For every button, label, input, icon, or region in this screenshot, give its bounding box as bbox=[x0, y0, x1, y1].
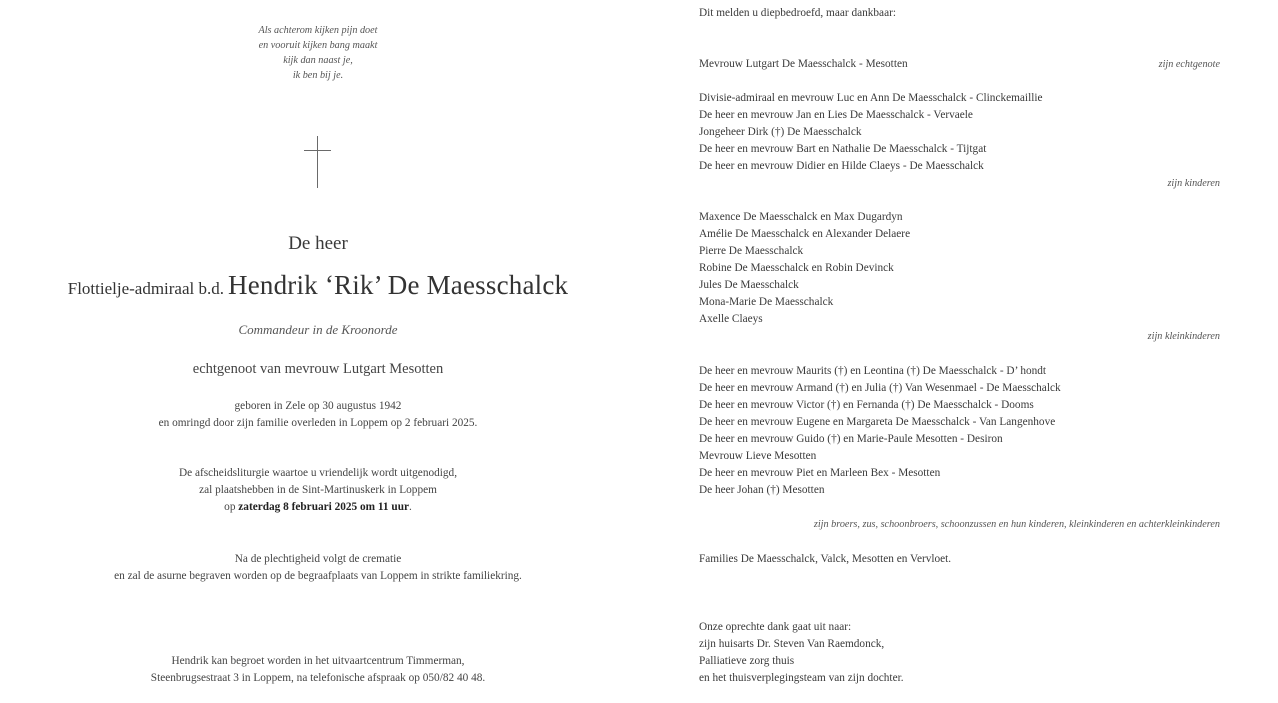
child-name: Divisie-admiraal en mevrouw Luc en Ann De Maesschalck - Clinckemaillie bbox=[699, 92, 1043, 104]
child-name: De heer en mevrouw Bart en Nathalie De Maesschalck - Tijtgat bbox=[699, 143, 987, 155]
families-line: Families De Maesschalck, Valck, Mesotten en Vervloet. bbox=[699, 553, 952, 565]
cremation-info bbox=[0, 551, 636, 585]
announcement-right bbox=[699, 0, 1220, 703]
intro-line: Dit melden u diepbedroefd, maar dankbaar: bbox=[699, 7, 896, 19]
decoration-title: Commandeur in de Kroonorde bbox=[238, 322, 398, 337]
visitation-line: Hendrik kan begroet worden in het uitvaartcentrum Timmerman, bbox=[171, 655, 465, 667]
poem bbox=[0, 23, 636, 83]
wife-name: Mevrouw Lutgart De Maesschalck - Mesotten bbox=[699, 58, 908, 70]
death-line: en omringd door zijn familie overleden in Loppem op 2 februari 2025. bbox=[158, 417, 478, 429]
grandchild-name: Maxence De Maesschalck en Max Dugardyn bbox=[699, 211, 903, 223]
sibling-name: De heer en mevrouw Guido (†) en Marie-Paule Mesotten - Desiron bbox=[699, 433, 1003, 445]
visitation-line: Steenbrugsestraat 3 in Loppem, na telefonische afspraak op 050/82 40 48. bbox=[150, 672, 486, 684]
sibling-name: De heer en mevrouw Eugene en Margareta De Maesschalck - Van Langenhove bbox=[699, 416, 1056, 428]
sibling-name: De heer Johan (†) Mesotten bbox=[699, 484, 825, 496]
poem-line: kijk dan naast je, bbox=[283, 55, 353, 66]
grandchild-name: Robine De Maesschalck en Robin Devinck bbox=[699, 262, 894, 274]
child-name: De heer en mevrouw Jan en Lies De Maesschalck - Vervaele bbox=[699, 109, 973, 121]
liturgy-line: De afscheidsliturgie waartoe u vriendelijk wordt uitgenodigd, bbox=[178, 467, 458, 479]
cremation-line: en zal de asurne begraven worden op de begraafplaats van Loppem in strikte familiekring. bbox=[114, 570, 522, 582]
sibling-name: De heer en mevrouw Piet en Marleen Bex - Mesotten bbox=[699, 467, 941, 479]
sibling-name: Mevrouw Lieve Mesotten bbox=[699, 450, 817, 462]
grandchildren-role: zijn kleinkinderen bbox=[1147, 331, 1220, 342]
poem-line: ik ben bij je. bbox=[292, 70, 344, 81]
grandchild-name: Mona-Marie De Maesschalck bbox=[699, 296, 834, 308]
cremation-line: Na de plechtigheid volgt de crematie bbox=[234, 553, 402, 565]
sibling-name: De heer en mevrouw Victor (†) en Fernanda (†) De Maesschalck - Dooms bbox=[699, 399, 1034, 411]
child-name: Jongeheer Dirk (†) De Maesschalck bbox=[699, 126, 862, 138]
deceased-rank: Flottielje-admiraal b.d. bbox=[67, 279, 224, 298]
spouse-line: echtgenoot van mevrouw Lutgart Mesotten bbox=[192, 361, 444, 377]
child-name: De heer en mevrouw Didier en Hilde Claeys - De Maesschalck bbox=[699, 160, 984, 172]
liturgy-line: zal plaatshebben in de Sint-Martinuskerk in Loppem bbox=[199, 484, 437, 496]
wife-role: zijn echtgenote bbox=[1158, 59, 1220, 70]
deceased-name bbox=[0, 270, 636, 301]
sibling-name: De heer en mevrouw Armand (†) en Julia (†) Van Wesenmael - De Maesschalck bbox=[699, 382, 1061, 394]
birth-line: geboren in Zele op 30 augustus 1942 bbox=[234, 400, 402, 412]
children-role: zijn kinderen bbox=[1167, 178, 1220, 189]
sibling-name: De heer en mevrouw Maurits (†) en Leontina (†) De Maesschalck - D’ hondt bbox=[699, 365, 1047, 377]
thanks-line: Onze oprechte dank gaat uit naar: bbox=[699, 621, 852, 633]
liturgy-date-line: op zaterdag 8 februari 2025 om 11 uur. bbox=[224, 501, 412, 513]
announcement-left bbox=[0, 0, 636, 703]
latin-cross-icon bbox=[304, 136, 331, 188]
thanks-line: zijn huisarts Dr. Steven Van Raemdonck, bbox=[699, 638, 885, 650]
liturgy-info bbox=[0, 465, 636, 516]
thanks-line: Palliatieve zorg thuis bbox=[699, 655, 795, 667]
grandchild-name: Amélie De Maesschalck en Alexander Delaere bbox=[699, 228, 911, 240]
liturgy-date: zaterdag 8 februari 2025 om 11 uur bbox=[238, 501, 409, 513]
grandchild-name: Pierre De Maesschalck bbox=[699, 245, 804, 257]
visitation-info bbox=[0, 653, 636, 687]
liturgy-date-prefix: op bbox=[224, 501, 236, 513]
siblings-role: zijn broers, zus, schoonbroers, schoonzussen en hun kinderen, kleinkinderen en achterkleinkinderen bbox=[813, 519, 1220, 530]
thanks-line: en het thuisverplegingsteam van zijn dochter. bbox=[699, 672, 904, 684]
deceased-fullname: Hendrik ‘Rik’ De Maesschalck bbox=[228, 270, 569, 300]
birth-death-info bbox=[0, 398, 636, 432]
deceased-title: De heer bbox=[288, 233, 348, 254]
poem-line: Als achterom kijken pijn doet bbox=[258, 25, 378, 36]
poem-line: en vooruit kijken bang maakt bbox=[258, 40, 378, 51]
grandchild-name: Jules De Maesschalck bbox=[699, 279, 799, 291]
grandchild-name: Axelle Claeys bbox=[699, 313, 763, 325]
